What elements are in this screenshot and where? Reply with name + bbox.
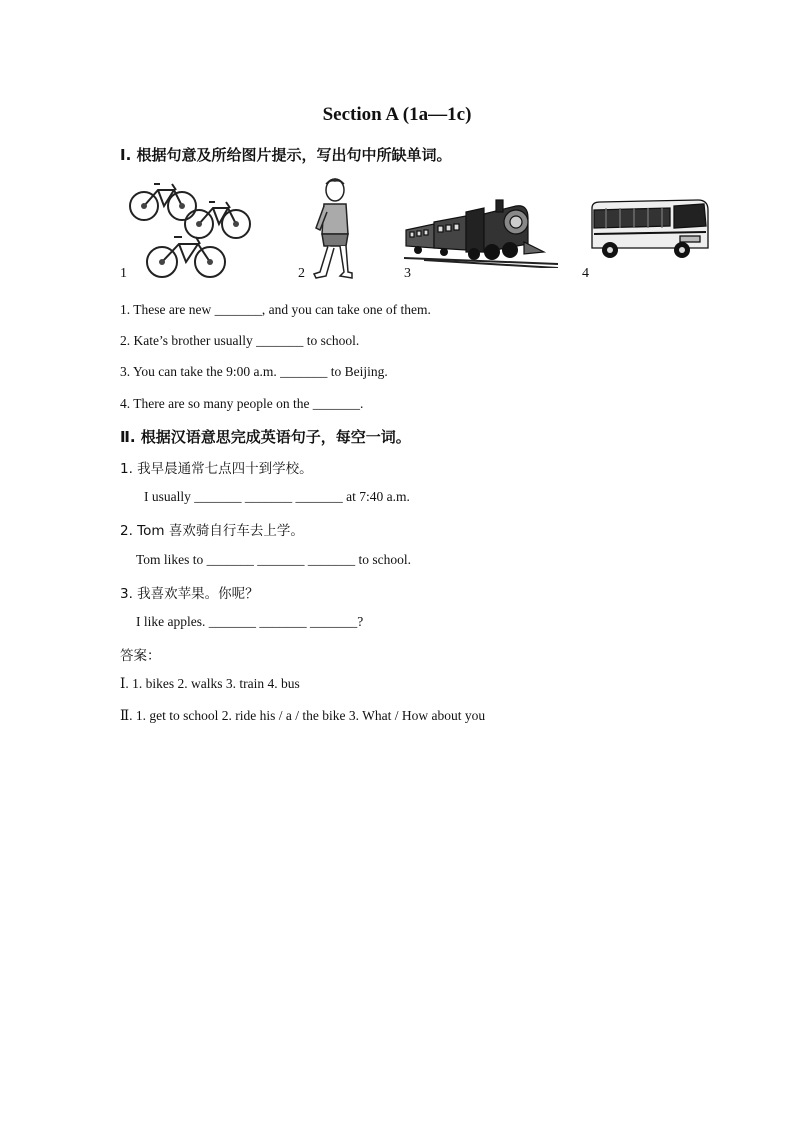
part1-item-2: 2. Kate’s brother usually _______ to school. — [120, 333, 360, 348]
part2-item-3-en: I like apples. _______ _______ _______? — [136, 614, 364, 629]
part1-heading: Ⅰ. 根据句意及所给图片提示，写出句中所缺单词。 — [120, 146, 452, 164]
part1-item-4: 4. There are so many people on the _______. — [120, 396, 364, 411]
picture-number-2: 2 — [298, 266, 305, 281]
part1-item-1: 1. These are new _______, and you can take one of them. — [120, 302, 431, 317]
part2-item-2-cn: 2. Tom 喜欢骑自行车去上学。 — [120, 523, 304, 539]
bicycles-icon — [124, 178, 264, 282]
part2-item-1-cn: 1. 我早晨通常七点四十到学校。 — [120, 461, 313, 477]
part2-item-1-en: I usually _______ _______ _______ at 7:40 a.m. — [144, 489, 410, 504]
answers-label: 答案： — [120, 648, 161, 664]
part2-item-3-cn: 3. 我喜欢苹果。你呢？ — [120, 586, 259, 602]
picture-number-1: 1 — [120, 266, 127, 281]
part1-item-3: 3. You can take the 9:00 a.m. _______ to Beijing. — [120, 364, 388, 379]
part2-item-2-en: Tom likes to _______ _______ _______ to school. — [136, 552, 412, 567]
picture-number-3: 3 — [404, 266, 411, 281]
walking-boy-icon — [306, 176, 362, 282]
page-title: Section A (1a—1c) — [322, 104, 472, 125]
answers-part1: Ⅰ. 1. bikes 2. walks 3. train 4. bus — [120, 676, 300, 691]
bus-icon — [586, 198, 712, 262]
picture-number-4: 4 — [582, 266, 589, 281]
answers-part2: Ⅱ. 1. get to school 2. ride his / a / the bike 3. What / How about you — [120, 708, 486, 723]
train-icon — [404, 196, 558, 268]
part2-heading: Ⅱ. 根据汉语意思完成英语句子，每空一词。 — [120, 428, 411, 446]
